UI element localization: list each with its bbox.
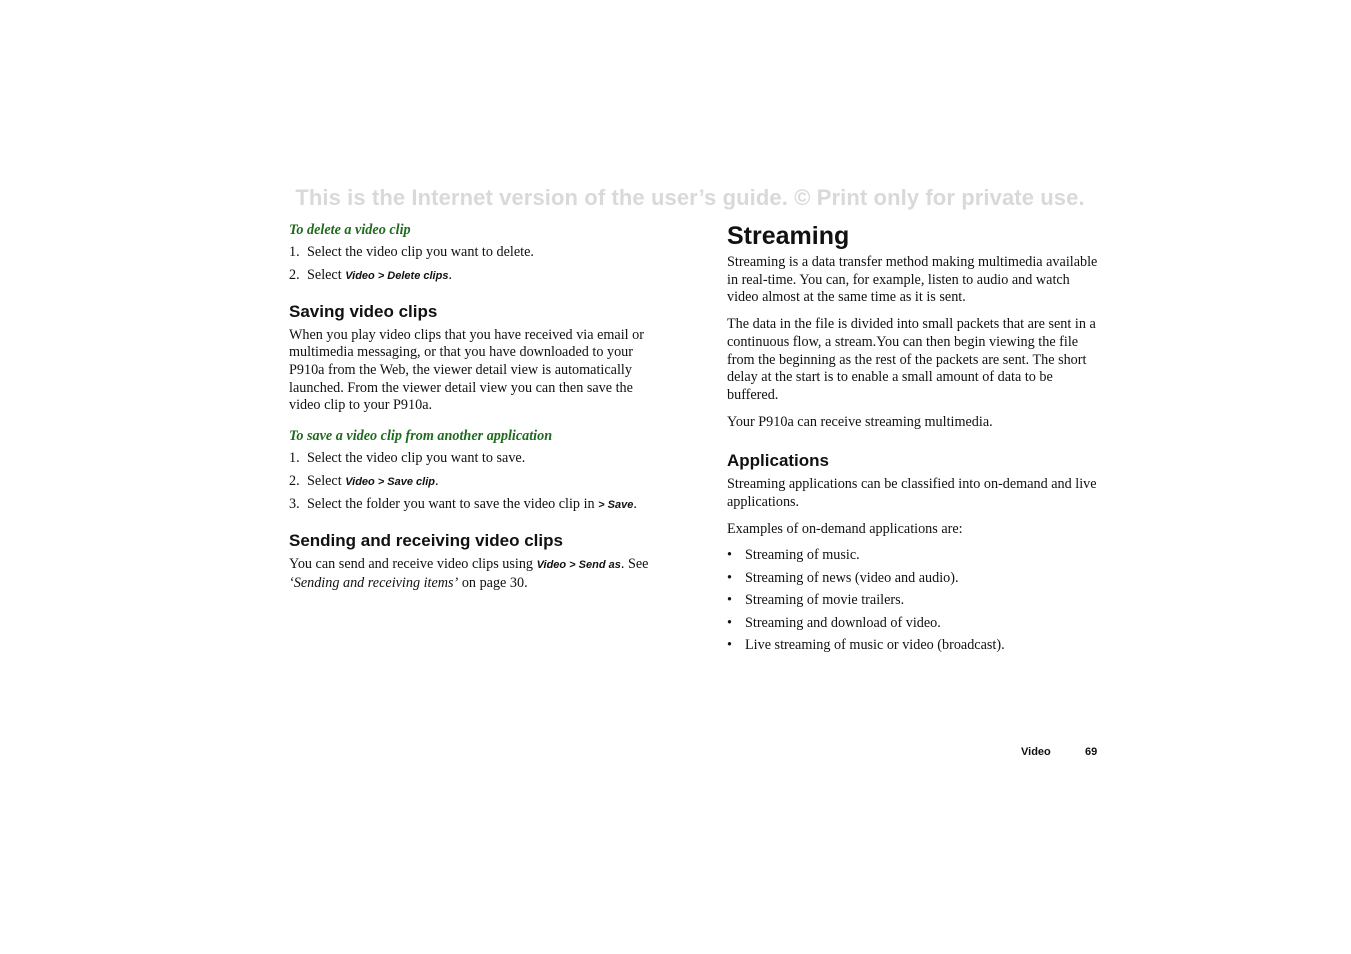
step-text-post: . bbox=[435, 472, 439, 489]
step-text-pre: Select bbox=[307, 266, 346, 283]
menu-path: > Save bbox=[598, 499, 634, 512]
saving-body: When you play video clips that you have received via email or multimedia messaging, or that you have downloaded to your P910a from the Web, the viewer detail view is automatically launched. From the viewer detail view you can then save the video clip to your P910a. bbox=[289, 326, 644, 414]
step-text: Select the video clip you want to delete. bbox=[307, 244, 534, 260]
bullet-icon: • bbox=[727, 637, 732, 654]
menu-path: Video > Delete clips bbox=[345, 269, 449, 282]
list-item-text: Streaming and download of video. bbox=[745, 614, 941, 631]
step-item bbox=[289, 450, 664, 467]
step-item bbox=[289, 267, 664, 285]
delete-steps bbox=[289, 244, 664, 285]
section-heading-applications: Applications bbox=[727, 451, 830, 471]
step-number: 3. bbox=[289, 496, 300, 513]
bullet-icon: • bbox=[727, 569, 732, 586]
bullet-icon: • bbox=[727, 547, 732, 564]
sending-text: . See bbox=[620, 556, 649, 573]
footer-chapter-label: Video bbox=[1021, 746, 1051, 758]
list-item-text: Streaming of movie trailers. bbox=[745, 592, 905, 609]
step-item bbox=[289, 244, 664, 261]
list-item bbox=[727, 637, 1099, 654]
save-steps bbox=[289, 450, 664, 514]
bullet-icon: • bbox=[727, 614, 732, 631]
streaming-paragraph-2: The data in the file is divided into small packets that are sent in a continuous flow, a stream.You can then begin viewing the file from the beginning as the rest of the packets are sent. The short delay at the start is to enable a small amount of data to be buffered. bbox=[727, 316, 1096, 403]
step-text bbox=[307, 473, 439, 491]
streaming-paragraph-1: Streaming is a data transfer method making multimedia available in real-time. You can, for example, listen to audio and watch video almost at the same time as it is sent. bbox=[727, 254, 1098, 306]
section-heading-saving: Saving video clips bbox=[289, 301, 438, 321]
step-text-pre: Select the folder you want to save the video clip in bbox=[307, 496, 599, 513]
step-text-post: . bbox=[633, 496, 637, 513]
step-text-pre: Select bbox=[307, 472, 346, 489]
watermark: This is the Internet version of the user’s guide. © Print only for private use. bbox=[295, 185, 1085, 210]
step-number: 2. bbox=[289, 472, 300, 489]
examples-list bbox=[727, 547, 1099, 654]
left-column bbox=[289, 222, 664, 601]
list-item bbox=[727, 615, 1099, 632]
step-text bbox=[307, 496, 637, 514]
right-column bbox=[727, 222, 1099, 660]
step-text-post: . bbox=[448, 266, 452, 283]
menu-path: Video > Send as bbox=[536, 559, 621, 572]
applications-paragraph-1: Streaming applications can be classified into on-demand and live applications. bbox=[727, 476, 1097, 511]
page-number: 69 bbox=[1085, 746, 1098, 758]
list-item-text: Live streaming of music or video (broadcast). bbox=[745, 637, 1005, 654]
list-item bbox=[727, 570, 1099, 587]
chapter-title: Streaming bbox=[727, 222, 850, 250]
list-item bbox=[727, 547, 1099, 564]
bullet-icon: • bbox=[727, 592, 732, 609]
step-item bbox=[289, 473, 664, 491]
step-text: Select the video clip you want to save. bbox=[307, 450, 526, 467]
menu-path: Video > Save clip bbox=[345, 475, 435, 488]
procedure-title-delete: To delete a video clip bbox=[289, 222, 411, 238]
list-item-text: Streaming of music. bbox=[745, 547, 860, 564]
sending-text: You can send and receive video clips using bbox=[289, 556, 537, 573]
step-number: 1. bbox=[289, 244, 300, 260]
step-number: 2. bbox=[289, 266, 300, 283]
cross-reference: ‘Sending and receiving items’ bbox=[289, 574, 459, 591]
procedure-title-save: To save a video clip from another application bbox=[289, 428, 553, 445]
list-item bbox=[727, 592, 1099, 609]
list-item-text: Streaming of news (video and audio). bbox=[745, 569, 959, 586]
step-item bbox=[289, 496, 664, 514]
step-text bbox=[307, 267, 452, 285]
applications-paragraph-2: Examples of on-demand applications are: bbox=[727, 520, 963, 537]
sending-body bbox=[289, 556, 664, 592]
step-number: 1. bbox=[289, 450, 300, 467]
sending-text: on page 30. bbox=[458, 574, 528, 591]
streaming-paragraph-3: Your P910a can receive streaming multimedia. bbox=[727, 413, 993, 430]
section-heading-sending: Sending and receiving video clips bbox=[289, 531, 563, 551]
